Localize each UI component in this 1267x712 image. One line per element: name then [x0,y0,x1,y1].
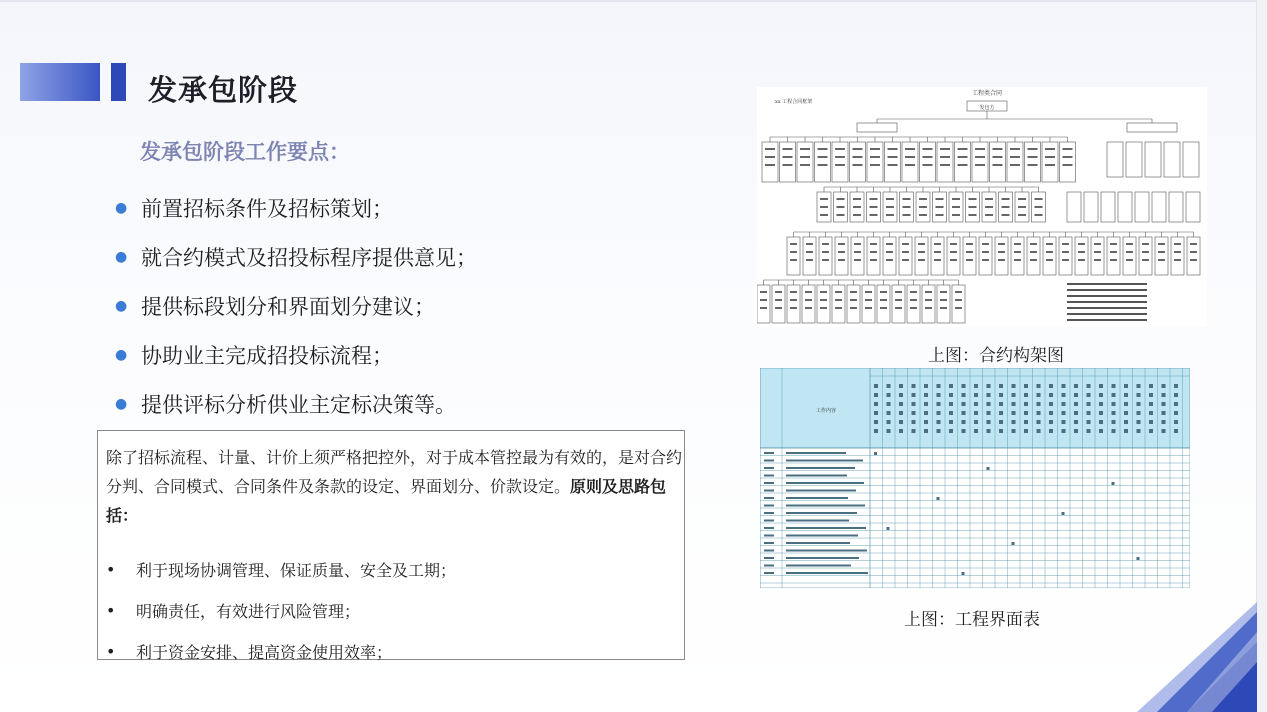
org-top-label: 工程类合同 [971,90,1003,97]
slide-right-edge [1256,0,1267,712]
bullet-dot-icon: ● [115,248,128,265]
list-item: ● 协助业主完成招投标流程； [115,343,393,368]
contract-chart-caption: 上图：合约构架图 [928,346,1064,366]
bullet-dot-icon: • [106,642,116,661]
list-item: ● 提供标段划分和界面划分建议； [115,294,435,319]
bullet-dot-icon: ● [115,297,128,314]
org-root-label: 发包方 [979,105,995,111]
note-paragraph: 除了招标流程、计量、计价上须严格把控外，对于成本管控最为有效的，是对合约分判、合同模式、合同条件及条款的设定、界面划分、价款设定。原则及思路包括： [106,448,683,525]
interface-table-image [760,368,1190,588]
bullet-dot-icon: ● [115,199,128,216]
list-item: • 利于现场协调管理、保证质量、安全及工期； [106,560,457,580]
list-item: ● 就合约模式及招投标程序提供意见； [115,245,477,270]
title-accent-stripe [111,63,126,101]
key-points-list [115,183,477,428]
list-item: ● 提供评标分析供业主定标决策等。 [115,392,456,417]
interface-table-drawing [760,368,1190,588]
org-left-label: xx 工程合同框架 [775,99,813,105]
principles-note-box [97,430,685,660]
principles-list [106,549,456,672]
note-emphasis: 原则及思路包括： [106,477,667,525]
table-header-label: 工作内容 [815,408,837,414]
contract-structure-chart [757,87,1207,327]
bullet-dot-icon: • [106,560,116,579]
top-divider [0,0,1267,2]
bullet-dot-icon: ● [115,395,128,412]
section-subtitle: 发承包阶段工作要点： [140,140,350,164]
list-item: • 明确责任，有效进行风险管理； [106,601,361,621]
list-item: • 利于资金安排、提高资金使用效率； [106,642,393,662]
page-title: 发承包阶段 [148,73,299,107]
corner-decoration [1117,602,1257,712]
bullet-dot-icon: ● [115,346,128,363]
interface-table-caption: 上图：工程界面表 [904,610,1040,630]
title-accent-bar [20,63,100,101]
bullet-dot-icon: • [106,601,116,620]
list-item: ● 前置招标条件及招标策划； [115,196,393,221]
org-chart-drawing [757,87,1207,327]
